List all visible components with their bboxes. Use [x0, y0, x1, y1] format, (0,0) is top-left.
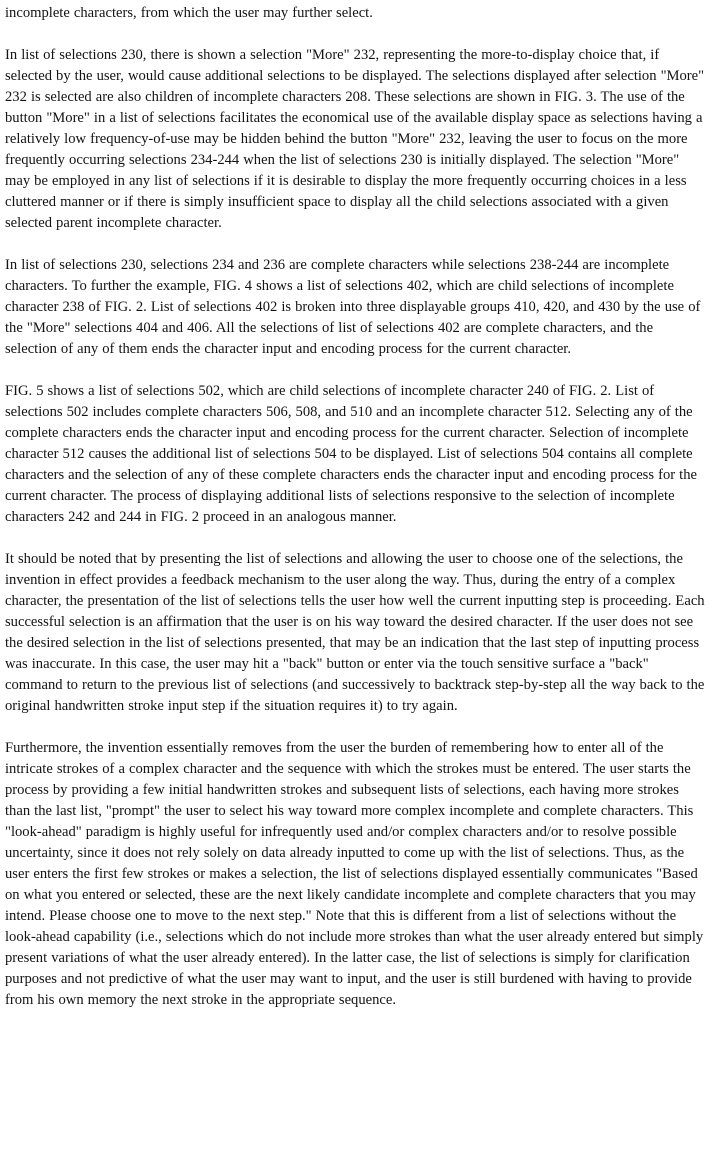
paragraph-feedback-mechanism: It should be noted that by presenting the list of selections and allowing the user to choose one of the selections, the invention in effect provides a feedback mechanism to the user along the way. Thus, during the entry of a complex character, the presentation of the list of selections tells the user how well the current inputting step is proceeding. Each successful selection is an affirmation that the user is on his way toward the desired character. If the user does not see the desired selection in the list of selections presented, that may be an indication that the last step of inputting process was inaccurate. In this case, the user may hit a "back" button or enter via the touch sensitive surface a "back" command to return to the previous list of selections (and successively to backtrack step-by-step all the way back to the original handwritten stroke input step if the situation requires it) to try again.: [5, 551, 705, 714]
paragraph-lookahead-paradigm: Furthermore, the invention essentially removes from the user the burden of remembering how to enter all of the intricate strokes of a complex character and the sequence with which the strokes must be entered. The user starts the process by providing a few initial handwritten strokes and subsequent lists of selections, each having more strokes than the last list, "prompt" the user to select his way toward more complex incomplete and complete characters. This "look-ahead" paradigm is highly useful for infrequently used and/or complex characters and/or to resolve possible uncertainty, since it does not rely solely on data already inputted to come up with the list of selections. Thus, as the user enters the first few strokes or makes a selection, the list of selections displayed essentially communicates "Based on what you entered or selected, these are the next likely candidate incomplete and complete characters that you may intend. Please choose one to move to the next step." Note that this is different from a list of selections without the look-ahead capability (i.e., selections which do not include more strokes than what the user already entered but simply present variations of what the user already entered). In the latter case, the list of selections is simply for clarification purposes and not predictive of what the user may want to input, and the user is still burdened with having to provide from his own memory the next stroke in the appropriate sequence.: [5, 740, 704, 1008]
paragraph-fig5-selections-502: FIG. 5 shows a list of selections 502, which are child selections of incomplete character 240 of FIG. 2. List of selections 502 includes complete characters 506, 508, and 510 and an incomplete character 512. Selecting any of the complete characters ends the character input and encoding process for the current character. Selection of incomplete character 512 causes the additional list of selections 504 to be displayed. List of selections 504 contains all complete characters and the selection of any of these complete characters ends the character input and encoding process for the current character. The process of displaying additional lists of selections responsive to the selection of incomplete characters 242 and 244 in FIG. 2 proceed in an analogous manner.: [5, 383, 697, 525]
paragraph-more-selection-230: In list of selections 230, there is shown a selection "More" 232, representing the more-to-display choice that, if selected by the user, would cause additional selections to be displayed. The selections displayed after selection "More" 232 is selected are also children of incomplete characters 208. These selections are shown in FIG. 3. The use of the button "More" in a list of selections facilitates the economical use of the available display space as selections having a relatively low frequency-of-use may be hidden behind the button "More" 232, leaving the user to focus on the more frequently occurring selections 234-244 when the list of selections 230 is initially displayed. The selection "More" may be employed in any list of selections if it is desirable to display the more frequently occurring choices in a less cluttered manner or if there is simply insufficient space to display all the child selections associated with a given selected parent incomplete character.: [5, 47, 705, 231]
paragraph-selections-234-236: In list of selections 230, selections 234 and 236 are complete characters while selections 238-244 are incomplete characters. To further the example, FIG. 4 shows a list of selections 402, which are child selections of incomplete character 238 of FIG. 2. List of selections 402 is broken into three displayable groups 410, 420, and 430 by the use of the "More" selections 404 and 406. All the selections of list of selections 402 are complete characters, and the selection of any of them ends the character input and encoding process for the current character.: [5, 257, 701, 357]
paragraph-fragment-continuation: incomplete characters, from which the user may further select.: [5, 5, 373, 21]
